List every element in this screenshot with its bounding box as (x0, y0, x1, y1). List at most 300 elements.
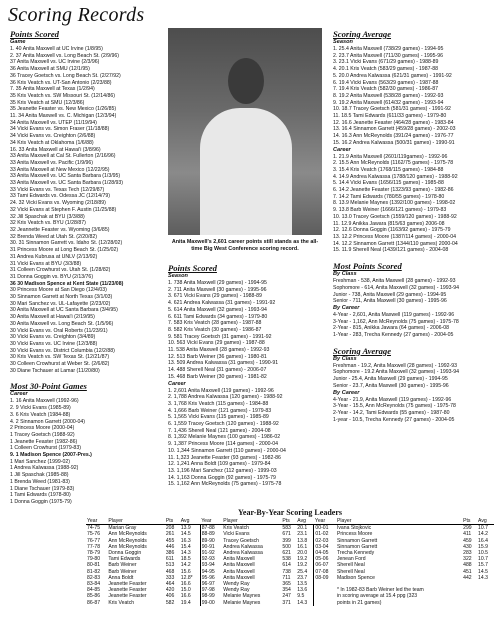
record-row: 2. 37 Anita Maxwell vs. Long Beach St. (2/9/96) (10, 52, 119, 59)
record-row: 33 Vicki Evans vs. Texas Tech (12/29/87) (10, 186, 105, 193)
record-row: 33 Anita Maxwell vs. Pacific (1/9/96) (10, 159, 94, 166)
yby-cell: 10.7 (478, 556, 488, 563)
record-row: 1-Year - 283, Trecha Kennedy (27 games) - 2004-05 (333, 332, 454, 339)
yby-cell: Princess Moore (336, 531, 373, 538)
record-row: Senior - 23.7, Anita Maxwell (30 games) - 1995-96 (333, 382, 449, 389)
yby-cell: Andrea Kalwassa (223, 550, 263, 557)
yby-cell: 85-86 (87, 593, 101, 600)
yby-cell (477, 600, 494, 606)
record-row: 1 Tracey Goetsch (1988-92) (10, 431, 75, 438)
record-row: 10. 13.0 Tracey Goetsch (1559/120 games) - 1988-92 (333, 213, 457, 220)
yby-cell: 13.5 (296, 581, 314, 587)
record-row: 30. 31 Sinnamon Garrett vs. Idaho St. (12/28/02) (10, 240, 123, 247)
yby-cell: Jeanette Feaster (108, 593, 147, 600)
record-row: 2. 15.5 Ann McReynolds (1162/75 games) - 1975-78 (333, 160, 454, 167)
record-row: 31 Colleen Crowhurst vs. Utah St. (1/28/82) (10, 267, 111, 274)
record-row: 1 Colleen Crowhurst (1979-83) (10, 445, 81, 452)
yby-cell: Anita Maxwell (223, 562, 255, 569)
record-row: 30 Diane Tschauer at Lamar (11/20/80) (10, 367, 100, 374)
yby-cell: in scoring average at 15.4 ppg (323 (336, 593, 418, 600)
record-row: 3. 671 Vicki Evans (29 games) - 1988-89 (168, 293, 262, 300)
record-row: 32 Kris Veatch vs. BYU (1/28/87) (10, 220, 86, 227)
record-row: 7. 583 Kris Veatch (28 games) - 1987-88 (168, 320, 262, 327)
record-row: 5. 1,565 Vicki Evans (115 games) - 1985-89 (168, 414, 269, 421)
yby-cell: Ann McReynolds (108, 543, 147, 550)
yby-cell: 74-75 (87, 525, 101, 532)
record-row: 37 Anita Maxwell vs. UC Irvine (2/3/96) (10, 59, 100, 66)
yby-cell: 208 (165, 525, 175, 532)
yby-cell: 97-98 (201, 587, 215, 594)
yby-cell: 442 (463, 574, 472, 581)
yby-grid (86, 518, 494, 606)
record-row: 1 Jill Spaschak (1985-88) (10, 472, 69, 479)
record-row: 13. 1,196 Mari Sanchez (112 games) - 1999-03 (168, 467, 277, 474)
yby-cell: Melanie Maynes (223, 593, 261, 600)
yby-cell: 261 (165, 531, 175, 538)
yby-header-cell: Pts (462, 518, 477, 525)
yby-cell: 16.6 (180, 581, 200, 587)
yby-cell: 322 (463, 556, 472, 563)
record-row: 16. 33 Anita Maxwell at Hawai'i (3/8/96) (10, 146, 101, 153)
record-row: 11. 18.5 Tami Edwards (611/33 games) - 1979-80 (333, 113, 447, 120)
yby-cell: 488 (463, 562, 472, 569)
record-row: 1 Jeanette Feaster (1982-86) (10, 438, 78, 445)
record-row: 33 Tami Edwards vs. Odessa JC (12/14/79) (10, 193, 110, 200)
record-row: 11. 12.9 Anikka Jawara (815/63 games) 2006-08 (333, 220, 445, 227)
yby-cell: 14.5 (478, 568, 488, 575)
subsection-heading: Season (168, 273, 188, 279)
subsection-heading: By Career (333, 304, 360, 311)
yby-cell: 738 (282, 568, 291, 575)
yby-cell: Andrea Kalwassa (223, 543, 263, 550)
yby-cell: 13.9 (180, 525, 200, 532)
yby-cell: 15.7 (478, 562, 488, 569)
yby-cell: 420 (165, 587, 175, 594)
yby-cell: Madison Spence (336, 574, 375, 581)
yby-cell: 411 (463, 531, 472, 538)
record-row: Senior - 711, Anita Maxwell (30 games) - 1995-96 (333, 298, 447, 305)
yby-cell: 76-77 (87, 537, 101, 544)
record-row: 30 Princess Moore at San Diego (12/4/03) (10, 287, 107, 294)
record-row: 9. 13.8 Barb Weiner (1666/121 games) - 1979-83 (333, 207, 447, 214)
record-row: Freshman - 19.2, Anita Maxwell (28 games) - 1992-93 (333, 362, 457, 369)
record-row: 30 Colleen Crowhurst at Weber St. (2/6/82) (10, 361, 110, 368)
record-row: 2. 23.7 Anita Maxwell (711/30 games) - 1995-96 (333, 52, 444, 59)
yby-cell (462, 600, 477, 606)
record-row: 12. 1,241 Anna Boldt (109 games) - 1979-84 (168, 461, 271, 468)
record-row: 1 Brenda Weed (1981-83) (10, 478, 70, 485)
yby-cell: 12.8* (180, 575, 200, 581)
yby-cell: 451 (463, 568, 472, 575)
yby-cell (314, 600, 336, 606)
year-by-year-table (86, 508, 494, 606)
yby-cell: Ivana Stojkovic (336, 525, 372, 532)
record-row: 14. 1,163 Donna Goggin (92 games) - 1975-79 (168, 474, 276, 481)
record-row: 34 Kris Veatch at Oklahoma (1/6/88) (10, 139, 94, 146)
yby-cell: 98-99 (201, 593, 215, 600)
record-row: 4. 2 Sinnamon Garrett (2000-04) (10, 418, 85, 425)
yby-cell: 365 (282, 581, 291, 588)
record-row: 2. 711 Anita Maxwell (30 games) - 1995-96 (168, 286, 267, 293)
yby-cell: * In 1982-83 Barb Weiner led the team (336, 587, 424, 594)
record-row: 1 Donna Goggin (1975-79) (10, 499, 72, 505)
yby-cell: 9.5 (296, 593, 314, 599)
yby-cell: 01-02 (315, 531, 329, 538)
yby-cell: 371 (282, 599, 291, 606)
record-row: 30 Vicki Evans vs. Creighton (3/4/89) (10, 334, 96, 341)
yby-cell: 25.4 (296, 569, 314, 575)
player-head (228, 58, 264, 104)
yby-header-cell: Pts (165, 518, 180, 525)
yby-cell: 05-06 (315, 556, 329, 563)
record-row: 2. 9 Vicki Evans (1985-89) (10, 405, 71, 412)
yby-cell: Sinnamon Garrett (336, 537, 378, 544)
record-row: 30 Anita Maxwell at Hawai'i (2/19/95) (10, 314, 95, 321)
record-row: 31 Princess Moore at Long Beach St. (1/25/02) (10, 247, 119, 254)
yby-cell: 614 (282, 562, 291, 569)
record-row: 30 Anita Maxwell at UC Santa Barbara (3/4/95) (10, 307, 118, 314)
yby-cell: Marian Gray (108, 525, 137, 532)
record-row: 13. 16.4 Sinnamon Garrett (459/28 games) - 2002-03 (333, 126, 456, 133)
record-row: 7. 1,436 Sherell Neal (121 games) - 2004-08 (168, 427, 271, 434)
spacer (333, 339, 493, 344)
page-title: Scoring Records (8, 4, 145, 26)
yby-cell: 80-81 (87, 562, 101, 569)
record-row: 31 Andrea Kubrusa at UNLV (2/13/92) (10, 253, 98, 260)
yby-header-cell: Avg (296, 518, 314, 525)
record-row: 14. 488 Sherell Neal (31 games) - 2006-07 (168, 367, 267, 374)
yby-cell: 14.5 (180, 531, 200, 537)
record-row: 36 30 Madison Spence at Kent State (11/23/08) (10, 280, 124, 287)
yby-cell: 03-04 (315, 543, 329, 550)
subsection-heading: By Class (333, 271, 357, 278)
yby-cell: 386 (165, 550, 175, 557)
yby-cell: 283 (463, 550, 472, 557)
record-row: 2 Princess Moore (2000-04) (10, 425, 75, 432)
yby-cell: Anita Maxwell (223, 574, 255, 581)
record-row: 34 Vicki Evans vs. Creighton (2/6/88) (10, 133, 96, 140)
subsection-heading: By Career (333, 389, 360, 396)
record-row: 30 Anita Maxwell vs. Long Beach St. (1/5/96) (10, 320, 114, 327)
yby-cell: 14.2 (478, 531, 488, 538)
record-row: 3. 23.1 Vicki Evans (671/29 games) - 1988-89 (333, 59, 439, 66)
subsection-heading: By Class (333, 355, 357, 362)
record-row: 8. 13.9 Melanie Maynes (1392/100 games) - 1998-02 (333, 200, 456, 207)
record-row: 33 Anita Maxwell vs. UC Santa Barbara (1/3/95) (10, 173, 121, 180)
yby-cell: Anita Maxwell (223, 556, 255, 563)
yby-cell: 92-93 (201, 556, 215, 563)
record-row: 1 Tami Edwards (1978-80) (10, 492, 71, 499)
yby-cell: 333 (165, 574, 175, 581)
section-heading: Points Scored (10, 29, 59, 39)
yby-header-cell: Avg (477, 518, 494, 525)
yby-cell: 354 (282, 587, 291, 594)
record-row: 3. 6 Kris Veatch (1984-88) (10, 411, 71, 418)
yby-cell: 84-85 (87, 587, 101, 594)
yby-cell: 455 (165, 537, 175, 544)
yby-cell: Jeanette Feaster (108, 581, 147, 588)
record-row: 7. 19.4 Kris Veatch (582/30 games) - 1986-87 (333, 86, 438, 93)
yby-cell: 88-89 (201, 531, 215, 538)
yby-cell: 90-91 (201, 543, 215, 550)
record-row: 8. 1,392 Melanie Maynes (100 games) - 1986-02 (168, 434, 281, 441)
record-row: 5. 14.4 Vicki Evans (1656/115 games) - 1985-88 (333, 180, 444, 187)
yby-header-cell: Avg (180, 518, 200, 525)
record-row: 4-Year - 21.9, Anita Maxwell (119 games) - 1992-96 (333, 396, 452, 403)
record-row: 30 Vicki Evans vs. District Columbia (12/2/88) (10, 347, 115, 354)
yby-cell: 86-87 (87, 599, 101, 606)
yby-cell: 19.4 (180, 600, 200, 606)
record-row: 5. 614 Anita Maxwell (32 games) - 1993-94 (168, 306, 267, 313)
spacer (10, 374, 170, 379)
yby-cell: 406 (165, 593, 175, 600)
record-row: 31 Donna Goggin vs. BYU (2/13/76) (10, 273, 94, 280)
record-row: 30 Vicki Evans vs. Oral Roberts (11/23/91) (10, 327, 108, 334)
record-row: 3. 1,768 Kris Veatch (115 games) - 1984-88 (168, 400, 269, 407)
record-row: 14. 12.2 Sinnamon Garrett (1344/110 games) 2000-04 (333, 240, 458, 247)
column-left (10, 27, 170, 506)
record-row: 9. 1,387 Princess Moore (114 games) - 2000-04 (168, 441, 279, 448)
yby-header-cell: Year (314, 518, 336, 525)
yby-cell: Wendy Ray (223, 587, 250, 594)
record-row: 5. 20.0 Andrea Kalwassa (621/31 games) - 1991-92 (333, 72, 452, 79)
record-row: Sophomore - 614, Anita Maxwell (32 games) - 1993-94 (333, 284, 460, 291)
record-row: 6. 1,559 Tracey Goetsch (120 games) - 1988-92 (168, 421, 279, 428)
record-row: 12. 513 Barb Weiner (36 games) - 1980-81 (168, 353, 267, 360)
yby-cell: 16.1 (296, 544, 314, 550)
yby-cell: 91-92 (201, 550, 215, 557)
record-row: 9. 581 Tracey Goetsch (31 games) - 1991-92 (168, 333, 272, 340)
record-row: 1-year - 10.5, Trecha Kennedy (27 games) - 2004-05 (333, 416, 455, 423)
record-row: 1 Andrea Kalwassa (1988-92) (10, 465, 79, 472)
yby-cell: Barb Weiner (108, 562, 137, 569)
yby-cell: 79-80 (87, 556, 101, 563)
record-row: 30 Sinnamon Garrett at North Texas (3/1/03) (10, 294, 113, 301)
player-photo (168, 28, 322, 235)
record-row: 3. 15.4 Kris Veatch (1768/115 games) - 1984-88 (333, 166, 444, 173)
yby-cell: Ann McReynolds (108, 531, 147, 538)
yby-title: Year-By-Year Scoring Leaders (238, 508, 342, 517)
record-row: 32 Jill Spaschak at BYU (3/3/88) (10, 213, 85, 220)
yby-header-cell: Player (107, 518, 165, 525)
yby-header-cell: Player (222, 518, 281, 525)
yby-cell: 77-78 (87, 543, 101, 550)
yby-cell: Jeanette Feaster (108, 587, 147, 594)
record-row: 11. 1,323 Jeanette Feaster (93 games) - 1982-86 (168, 454, 281, 461)
yby-cell: Ann McReynolds (108, 537, 147, 544)
section-heading: Most Points Scored (333, 261, 402, 272)
record-row: 1. 40 Anita Maxwell at UC Irvine (1/8/95) (10, 46, 103, 52)
column-middle (168, 261, 326, 488)
record-row: 32 Vicki Evans at Stephen F. Austin (11/25/88) (10, 206, 117, 213)
yby-cell: Trecha Kennedy (336, 550, 375, 557)
section-heading: Scoring Average (333, 345, 392, 356)
record-row: 36 Kris Veatch vs. UT-San Antonio (2/23/88) (10, 79, 112, 86)
yby-cell: 87-88 (201, 525, 215, 532)
record-row: 30 Mari Sanchez vs. UL-Lafayette (2/23/02) (10, 300, 111, 307)
yby-cell: 299 (463, 525, 472, 532)
yby-cell: Sherell Neal (336, 568, 365, 575)
record-row: 2. 1,788 Andrea Kalwassa (120 games) - 1988-92 (168, 394, 283, 401)
yby-cell: 95-96 (201, 574, 215, 581)
yby-cell: 78-79 (87, 550, 101, 557)
record-row: 30 Vicki Evans vs. UC Irvine (12/3/88) (10, 340, 98, 347)
yby-cell: 14.2 (180, 562, 200, 568)
yby-cell: 446 (165, 543, 175, 550)
record-row: 14. 16.3 Ann McReynolds (391/24 games) - 1976-77 (333, 133, 454, 140)
record-row: 34 Anita Maxwell vs. UTEP (11/19/94) (10, 119, 97, 126)
record-row: 9. 19.2 Anita Maxwell (614/32 games) - 1993-94 (333, 99, 444, 106)
yby-cell: 00-01 (315, 525, 329, 532)
yby-cell: 513 (165, 562, 175, 569)
yby-row (86, 525, 494, 532)
yby-cell: Anna Boldt (108, 574, 134, 581)
record-row: 35 Kris Veatch vs. SW Missouri St. (12/14/86) (10, 92, 115, 99)
yby-cell: 14.3 (180, 550, 200, 556)
yby-cell: 464 (165, 581, 175, 588)
yby-cell: Sinnamon Garrett (336, 543, 378, 550)
record-row: 34 Vicki Evans vs. Simon Fraser (11/18/88) (10, 126, 110, 133)
subsection-heading: Game (10, 39, 26, 45)
yby-cell: 13.8 (296, 538, 314, 544)
yby-cell: Kris Veatch (108, 599, 135, 606)
yby-cell: Kris Veatch (223, 525, 250, 532)
record-row: 33 Anita Maxwell at New Mexico (12/22/95) (10, 166, 110, 173)
yby-cell: Wendy Ray (223, 581, 250, 588)
record-row: Freshman - 538, Anita Maxwell (28 games) - 1992-93 (333, 278, 456, 285)
yby-cell: 621 (282, 550, 291, 557)
record-row: 10. 563 Vicki Evans (29 games) - 1987-88 (168, 340, 265, 347)
yby-cell: 04-05 (315, 550, 329, 557)
record-row: 33 Anita Maxwell at Cal St. Fullerton (2/16/96) (10, 153, 116, 160)
record-row: 8. 582 Kris Veatch (30 games) - 1986-87 (168, 326, 262, 333)
yby-cell: 99-00 (201, 599, 215, 606)
record-row: 15. 468 Barb Weiner (30 games) - 1981-82 (168, 373, 267, 380)
record-row: Sophomore - 19.2 Anita Maxwell (32 games) - 1993-94 (333, 369, 460, 376)
record-row: 1. 2,601 Anita Maxwell (119 games) - 1992-96 (168, 387, 274, 394)
record-row: 6. 19.4 Vicki Evans (563/29 games) - 1987-88 (333, 79, 439, 86)
yby-cell: 18.5 (180, 556, 200, 562)
record-row: 15. 11.9 Sherell Neal (1439/121 games) - 2004-08 (333, 247, 449, 254)
yby-cell: 459 (463, 537, 472, 544)
record-row: 6. 611 Tami Edwards (34 games) - 1979-80 (168, 313, 268, 320)
yby-cell: 500 (282, 543, 291, 550)
yby-cell: 582 (165, 599, 175, 606)
yby-cell: Anita Maxwell (223, 568, 255, 575)
record-row: 30 Kris Veatch vs. SW Texas St. (12/21/87) (10, 354, 110, 361)
record-row: 6. 14.2 Jeanette Feaster (1323/93 games) - 1982-86 (333, 187, 454, 194)
record-row: 15. 1,162 Ann McReynolds (75 games) - 1975-78 (168, 481, 282, 488)
record-row: 31 Vicki Evans at BYU (3/3/88) (10, 260, 82, 267)
record-row: 15. 16.2 Andrea Kalwassa (500/31 games) - 1990-91 (333, 139, 455, 146)
yby-cell: 16.4 (478, 537, 488, 544)
subsection-heading: Career (168, 380, 186, 387)
yby-cell: 15.6 (180, 569, 200, 575)
yby-cell: 14.3 (478, 574, 488, 581)
record-row: 24. 32 Vicki Evans vs. Wyoming (2/18/89) (10, 200, 106, 207)
yby-cell: 15.4 (180, 544, 200, 550)
yby-cell: 19.2 (296, 562, 314, 568)
subsection-heading: Season (333, 39, 353, 45)
yby-cell: 468 (165, 568, 175, 575)
yby-cell: 96-97 (201, 581, 215, 588)
record-row: 11. 538 Anita Maxwell (28 games) - 1992-93 (168, 347, 270, 354)
player-jersey (200, 108, 292, 235)
yby-header-cell: Year (86, 518, 107, 525)
yby-cell: Sherell Neal (336, 562, 365, 569)
section-heading: Points Scored (168, 263, 217, 273)
yby-cell: Barb Weiner (108, 568, 137, 575)
subsection-heading: Career (333, 146, 351, 153)
record-row: 8. 19.2 Anita Maxwell (538/28 games) - 1992-93 (333, 92, 444, 99)
record-row: 3-Year - 15.5, Ann McReynolds (75 games) - 1975-78 (333, 403, 456, 410)
photo-caption: Anita Maxwell's 2,601 career points still stands as the all-time Big West Conference scoring record. (171, 239, 319, 252)
record-row: 7. 14.2 Tami Edwards (780/55 games) - 1978-80 (333, 193, 445, 200)
yby-cell: 08-09 (315, 574, 329, 581)
yby-cell: 16.3 (180, 538, 200, 544)
record-row: 11. 34 Anita Maxwell vs. C. Michigan (12/3/94) (10, 113, 117, 120)
yby-cell: 583 (282, 525, 291, 532)
record-row: 13. 509 Andrea Kalwassa (31 games) - 1990-91 (168, 360, 279, 367)
record-row: 1 Diane Tschauer (1979-83) (10, 485, 75, 492)
yby-cell: 13.6 (296, 587, 314, 593)
yby-cell: 23.1 (296, 531, 314, 537)
record-row: 1. 738 Anita Maxwell (29 games) - 1994-95 (168, 280, 267, 286)
record-row: 1. 16 Anita Maxwell (1992-96) (10, 398, 79, 405)
yby-header-cell: Pts (281, 518, 296, 525)
record-row: 32 Jeannette Feaster vs. Wyoming (3/6/85) (10, 226, 110, 233)
record-row: 4. 621 Andrea Kalwassa (31 games) - 1991-92 (168, 300, 276, 307)
yby-cell: 10.7 (478, 525, 488, 532)
yby-cell: 10.5 (478, 550, 488, 557)
yby-cell: points in 21 games) (336, 599, 382, 606)
yby-cell: 75-76 (87, 531, 101, 538)
record-row: 12. 16.6 Jeanette Feaster (464/28 games) - 1983-84 (333, 119, 454, 126)
yby-cell: 538 (282, 556, 291, 563)
yby-cell: Tracey Goetsch (223, 537, 260, 544)
yby-cell: Tami Edwards (108, 556, 141, 563)
record-row: 9. 1 Madison Spence (2007-Pres.) (10, 452, 92, 459)
record-row: Junior - 738, Anita Maxwell (29 games) - 1994-95 (333, 291, 447, 298)
record-row: 2-Year - 14.2, Tami Edwards (55 games) - 1987-80 (333, 409, 450, 416)
yby-cell: 06-07 (315, 562, 329, 569)
record-row: 35 Jeanette Feaster vs. New Mexico (1/26/85) (10, 106, 117, 113)
record-row: 2-Year - 815, Anikka Jawara (64 games) - 2006-08 (333, 325, 450, 332)
yby-header-cell: Year (200, 518, 222, 525)
record-row: 13. 12.2 Princess Moore (1387/114 games) - 2000-04 (333, 233, 457, 240)
yby-cell: 94-95 (201, 568, 215, 575)
record-row: 12. 12.6 Donna Goggin (1163/92 games) - 1975-79 (333, 227, 451, 234)
record-row: 36 Anita Maxwell at SMU (12/1/95) (10, 66, 90, 73)
yby-cell: 247 (282, 593, 291, 600)
section-heading: Scoring Average (333, 29, 392, 39)
spacer (333, 254, 493, 259)
yby-cell: Melanie Maynes (223, 599, 261, 606)
yby-cell: 15.0 (180, 587, 200, 593)
record-row: Junior - 25.4, Anita Maxwell (29 games) - 1994-95 (333, 376, 448, 383)
yby-cell: 89-90 (201, 537, 215, 544)
yby-cell: 02-03 (315, 537, 329, 544)
yby-cell: 611 (165, 556, 174, 563)
record-row: 33 Anita Maxwell vs. UC Santa Barbara (1/28/93) (10, 180, 124, 187)
yby-cell: 81-82 (87, 568, 101, 575)
yby-cell: 671 (282, 531, 291, 538)
yby-row (86, 600, 494, 606)
record-row: 4. 14.9 Andrea Kalwassa (1788/120 games) - 1988-92 (333, 173, 458, 180)
record-row: 4. 1,666 Barb Weiner (121 games) - 1979-83 (168, 407, 272, 414)
yby-cell: 23.7 (296, 575, 314, 581)
yby-cell: 430 (463, 543, 472, 550)
